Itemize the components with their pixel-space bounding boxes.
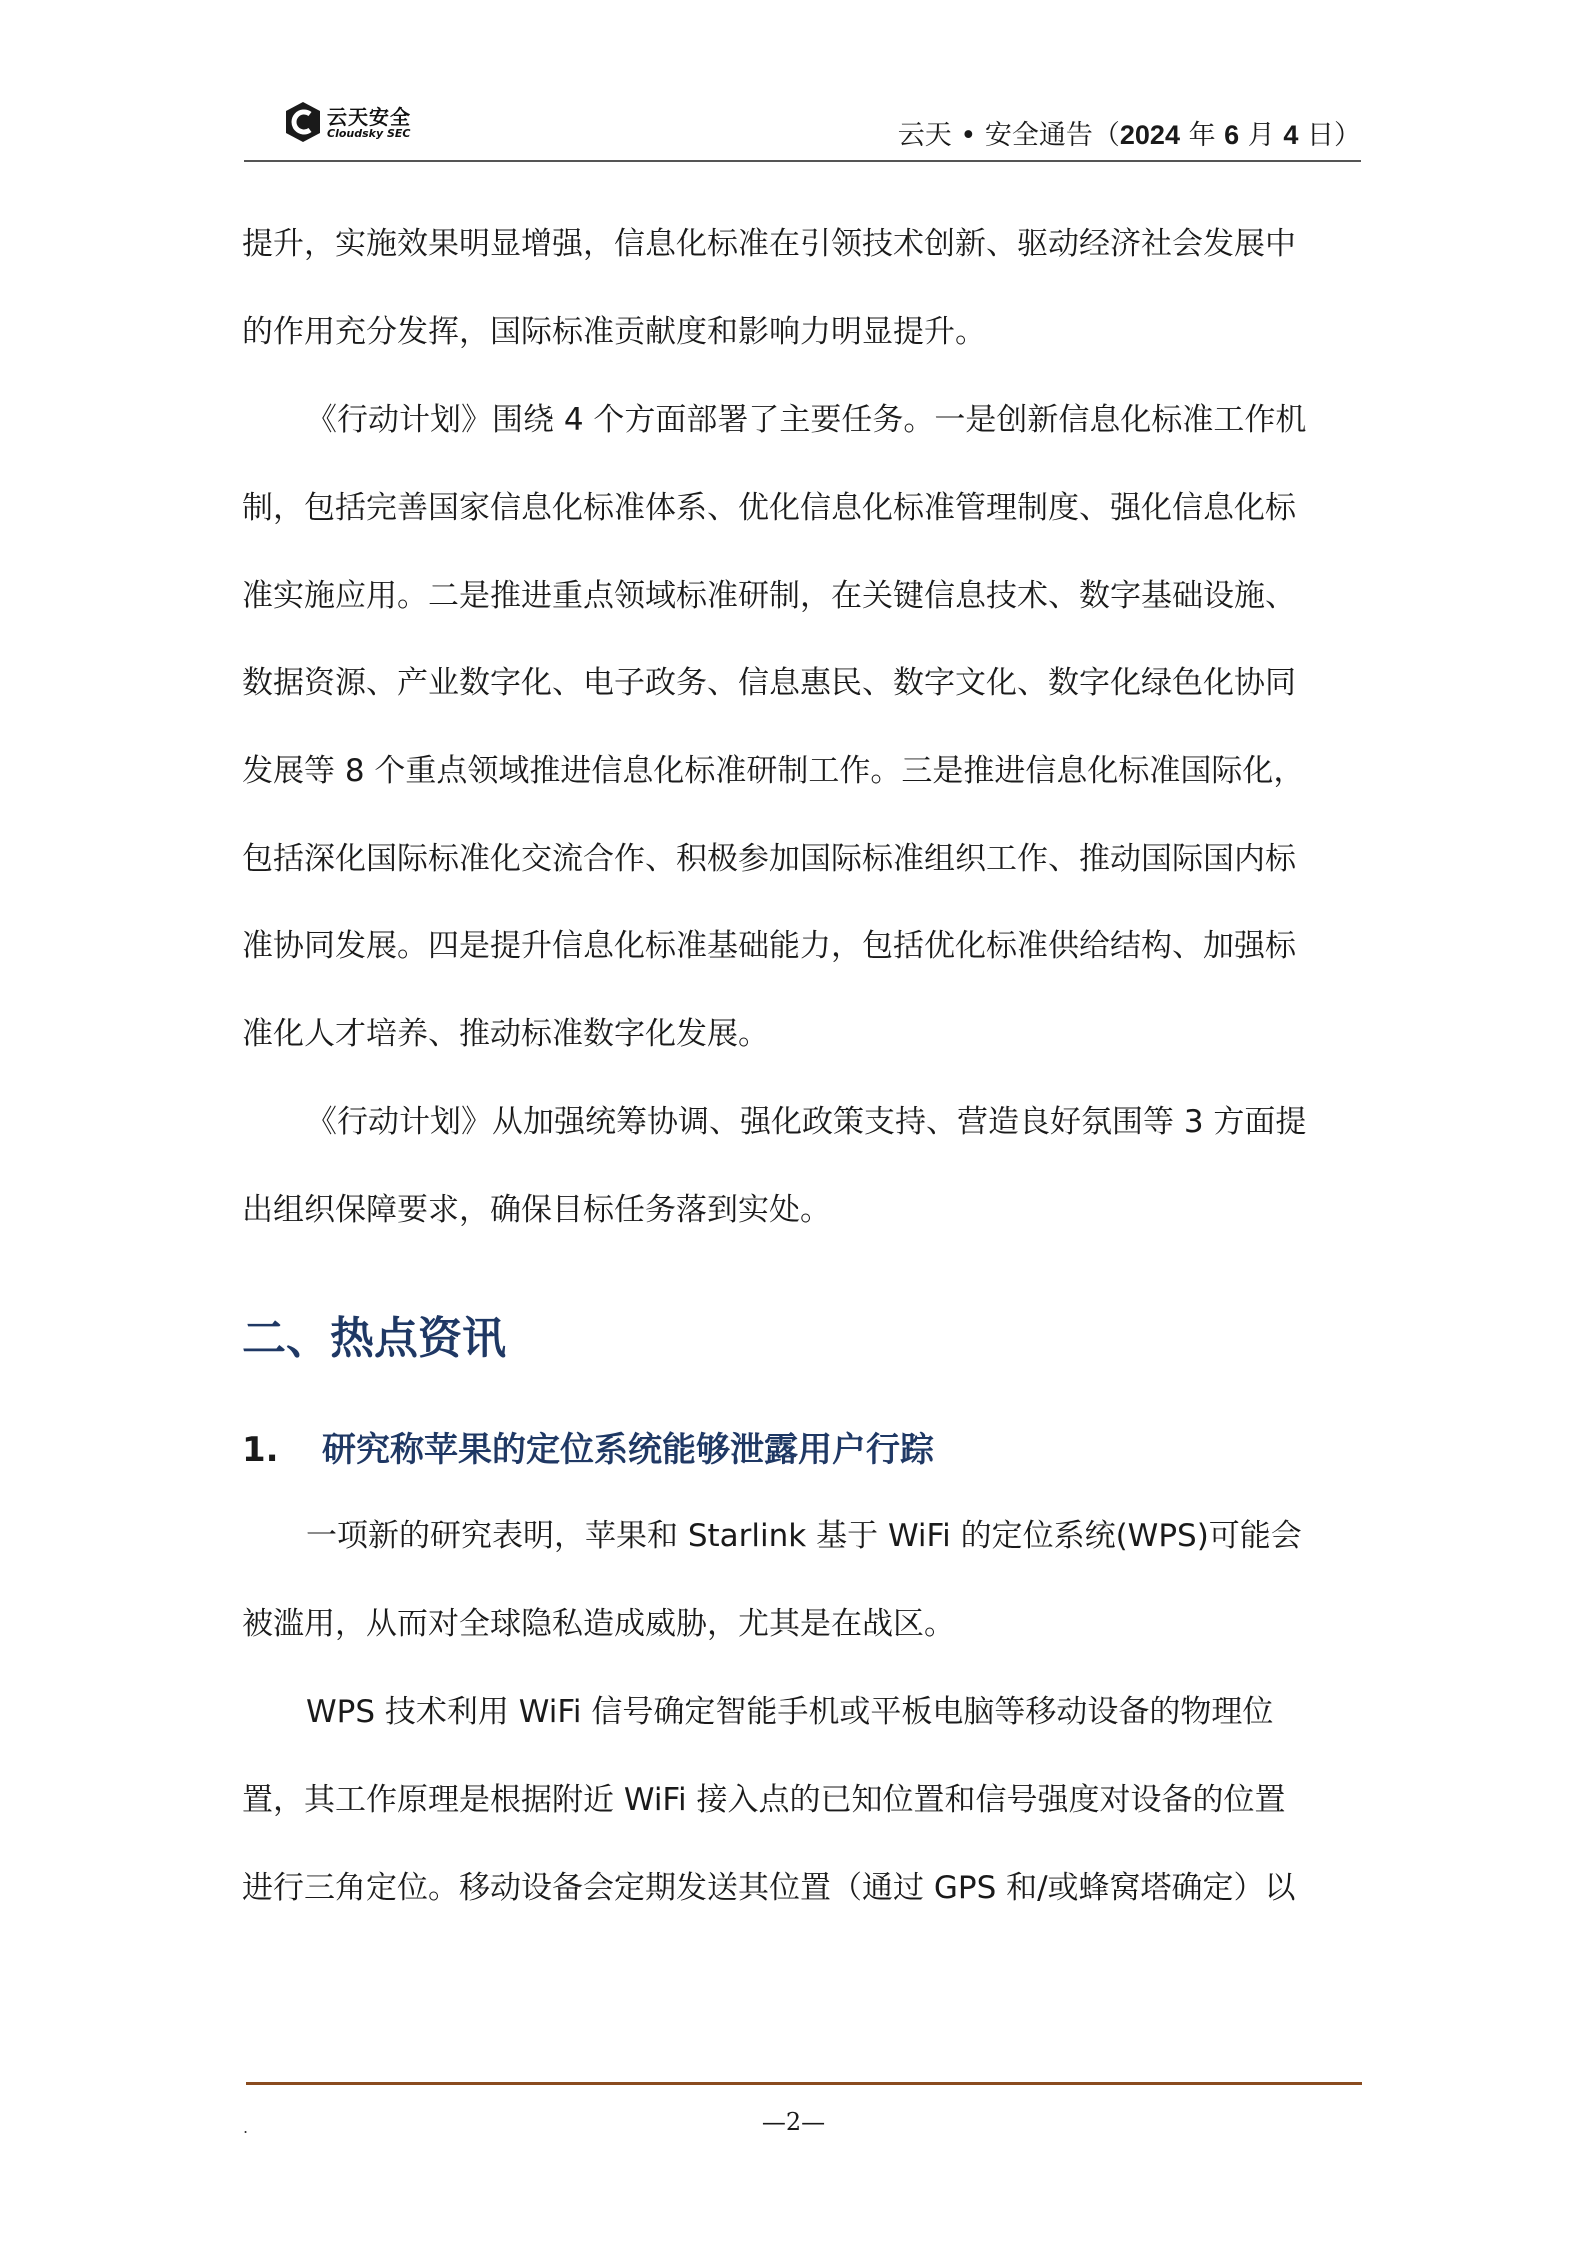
news-item-heading (242, 1422, 934, 1471)
body-line: 发展等 8 个重点领域推进信息化标准研制工作。三是推进信息化标准国际化， (242, 753, 1305, 789)
body-line: 的作用充分发挥，国际标准贡献度和影响力明显提升。 (242, 314, 986, 350)
title-day: 4 (1283, 120, 1299, 150)
news-line: 被滥用，从而对全球隐私造成威胁，尤其是在战区。 (242, 1606, 955, 1642)
cloudsky-logo-icon (283, 100, 323, 144)
title-day-suffix: 日） (1307, 120, 1361, 151)
body-line: 准实施应用。二是推进重点领域标准研制，在关键信息技术、数字基础设施、 (242, 578, 1296, 614)
body-line: 准协同发展。四是提升信息化标准基础能力，包括优化标准供给结构、加强标 (242, 928, 1296, 964)
body-line: 提升，实施效果明显增强，信息化标准在引领技术创新、驱动经济社会发展中 (242, 226, 1296, 262)
page-number: —2— (761, 2108, 826, 2136)
section-heading: 二、热点资讯 (242, 1313, 506, 1364)
title-month: 6 (1224, 120, 1240, 150)
body-line: 出组织保障要求，确保目标任务落到实处。 (242, 1192, 831, 1228)
title-year-unit: 年 (1188, 120, 1216, 151)
body-line: 数据资源、产业数字化、电子政务、信息惠民、数字文化、数字化绿色化协同 (242, 665, 1296, 701)
body-line: 包括深化国际标准化交流合作、积极参加国际标准组织工作、推动国际国内标 (242, 841, 1296, 877)
header-divider (244, 160, 1361, 162)
body-line: 《行动计划》从加强统筹协调、强化政策支持、营造良好氛围等 3 方面提 (306, 1104, 1307, 1140)
document-title (898, 113, 1361, 152)
title-year: 2024 (1119, 120, 1180, 150)
news-item-number: 1. (242, 1430, 279, 1470)
footer-mark: . (243, 2118, 249, 2137)
news-item-title: 研究称苹果的定位系统能够泄露用户行踪 (322, 1430, 934, 1470)
news-line: 一项新的研究表明，苹果和 Starlink 基于 WiFi 的定位系统(WPS)可能会 (306, 1518, 1302, 1554)
body-line: 制，包括完善国家信息化标准体系、优化信息化标准管理制度、强化信息化标 (242, 490, 1296, 526)
body-line: 准化人才培养、推动标准数字化发展。 (242, 1016, 769, 1052)
title-prefix: 云天 • 安全通告（ (897, 120, 1120, 151)
news-line: 置，其工作原理是根据附近 WiFi 接入点的已知位置和信号强度对设备的位置 (242, 1782, 1286, 1818)
title-month-unit: 月 (1247, 120, 1275, 151)
logo-text-en: Cloudsky SEC (327, 127, 411, 140)
news-line: 进行三角定位。移动设备会定期发送其位置（通过 GPS 和/或蜂窝塔确定）以 (242, 1870, 1296, 1906)
logo-text-cn: 云天安全 (327, 105, 411, 129)
body-line: 《行动计划》围绕 4 个方面部署了主要任务。一是创新信息化标准工作机 (306, 402, 1307, 438)
news-line: WPS 技术利用 WiFi 信号确定智能手机或平板电脑等移动设备的物理位 (306, 1694, 1274, 1730)
footer-divider (246, 2082, 1362, 2085)
